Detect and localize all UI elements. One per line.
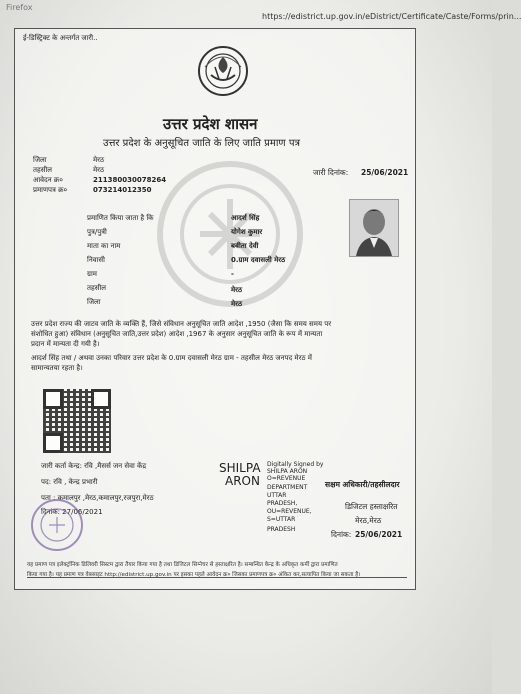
meta-value-district: मेरठ <box>93 156 105 164</box>
seal-stamp-icon <box>29 497 85 553</box>
meta-label-application-no: आवेदन क्र० <box>33 176 63 184</box>
detail-label-certified: प्रमाणित किया जाता है कि <box>87 214 154 222</box>
meta-value-certificate-no: 073214012350 <box>93 186 152 194</box>
detail-value-father: योगेश कुमार <box>231 228 263 236</box>
meta-label-certificate-no: प्रमाणपत्र क्र० <box>33 186 68 194</box>
detail-value-district: मेरठ <box>231 300 243 308</box>
body-line-3: प्रदान में मान्यता दी गयी है। <box>31 340 100 348</box>
issuer-center: जारी कर्ता केन्द्र: रवि ,मैसर्स जन सेवा केंद्र <box>41 462 147 470</box>
watermark-emblem-icon <box>155 159 305 309</box>
meta-value-application-no: 211380030078264 <box>93 176 167 184</box>
detail-label-resident: निवासी <box>87 256 105 264</box>
detail-label-tehsil: तहसील <box>87 284 106 292</box>
footer-line-1: यह प्रमाण पत्र इलेक्ट्रॉनिक डिलिवरी सिस्टम द्वारा तैयार किया गया है तथा डिजिटल सिग्नेचर से हस्ताक्षरित है। सम्बन्धित केन्द्र के अधिकृत कर्मी द्वारा प्रमाणित <box>27 562 338 568</box>
certificate-sheet <box>14 28 416 590</box>
digital-sign-line-3: O=REVENUE <box>267 475 306 482</box>
detail-value-mother: बबीता देवी <box>231 242 259 250</box>
authority-date: 25/06/2021 <box>355 530 403 539</box>
detail-label-mother: माता का नाम <box>87 242 121 250</box>
residence-line-1: आदर्श सिंह तथा / अथवा उनका परिवार उत्तर प्रदेश के 0.ग्राम दवासली मेरठ ग्राम - तहसील मेरठ जनपद मेरठ में <box>31 354 312 362</box>
footer-line-2: किया गया है। यह प्रमाण पत्र वेबसाइट http://edistrict.up.gov.in पर इसका पहले आवेदन क्र० जिसका प्रमाणपत्र क्र० अंकित कर,सत्यापित किया जा सकता है। <box>27 572 361 578</box>
digital-sign-line-4: DEPARTMENT <box>267 484 308 491</box>
detail-label-village: ग्राम <box>87 270 97 278</box>
certificate-title: उत्तर प्रदेश शासन <box>163 115 258 133</box>
digital-sign-line-7: OU=REVENUE, <box>267 508 312 515</box>
digital-sign-line-1: Digitally Signed by <box>267 461 324 468</box>
digital-sign-line-8: S=UTTAR <box>267 516 296 523</box>
issuer-address: पता : कमालपुर ,मेरठ,कमालपुर,रजपुरा,मेरठ <box>41 494 154 502</box>
detail-value-village: - <box>231 270 234 278</box>
authority-place: मेरठ,मेरठ <box>355 516 382 525</box>
authority-title: सक्षम अधिकारी/तहसीलदार <box>325 480 400 489</box>
certificate-subtitle: उत्तर प्रदेश के अनुसूचित जाति के लिए जाति प्रमाण पत्र <box>103 138 301 149</box>
meta-value-tehsil: मेरठ <box>93 166 105 174</box>
detail-label-parent: पुत्र/पुत्री <box>87 228 107 236</box>
up-government-emblem-icon <box>197 45 249 97</box>
authority-date-label: दिनांक: <box>331 530 352 539</box>
issue-date-label: जारी दिनांक: <box>313 168 349 177</box>
meta-label-district: जिला <box>33 156 47 164</box>
body-line-1: उत्तर प्रदेश राज्य की जाटव जाति के व्यक्ति हैं, जिसे संविधान अनुसूचित जाति आदेश ,1950 (जैसा कि समय समय पर <box>31 320 332 328</box>
person-photo-icon <box>350 200 398 256</box>
detail-value-tehsil: मेरठ <box>231 286 243 294</box>
signer-name-line-1: SHILPA <box>219 461 261 475</box>
detail-value-name: आदर्श सिंह <box>231 214 260 222</box>
signer-name-line-2: ARON <box>225 474 260 488</box>
digital-sign-line-9: PRADESH <box>267 526 296 533</box>
issuer-post: पद: रवि , केन्द्र प्रभारी <box>41 478 98 486</box>
verification-qr-code <box>43 389 111 453</box>
browser-url[interactable]: https://edistrict.up.gov.in/eDistrict/Certificate/Caste/Forms/prin... <box>262 12 521 21</box>
detail-value-resident: 0.ग्राम दवासली मेरठ <box>231 256 286 264</box>
top-note: ई-डिस्ट्रिक्ट के अन्तर्गत जारी.. <box>23 34 98 42</box>
meta-label-tehsil: तहसील <box>33 166 52 174</box>
detail-label-district: जिला <box>87 298 101 306</box>
digital-sign-line-5: UTTAR <box>267 492 287 499</box>
issue-date: 25/06/2021 <box>361 168 409 177</box>
body-line-2: संशोधित हुआ) संविधान (अनुसूचित जाति,उत्तर प्रदेश) आदेश ,1967 के अनुसार अनुसूचित जाति के रूप में मान्यता <box>31 330 323 338</box>
applicant-photo <box>349 199 399 257</box>
digital-sign-line-2: SHILPA ARON <box>267 468 308 475</box>
browser-title: Firefox <box>6 3 33 12</box>
digital-sign-line-6: PRADESH, <box>267 500 298 507</box>
residence-line-2: सामान्यतया रहता है। <box>31 364 83 372</box>
authority-signature: डिजिटल हस्ताक्षरित <box>345 502 398 511</box>
issuer-date: दिनांक: 27/06/2021 <box>41 508 103 516</box>
